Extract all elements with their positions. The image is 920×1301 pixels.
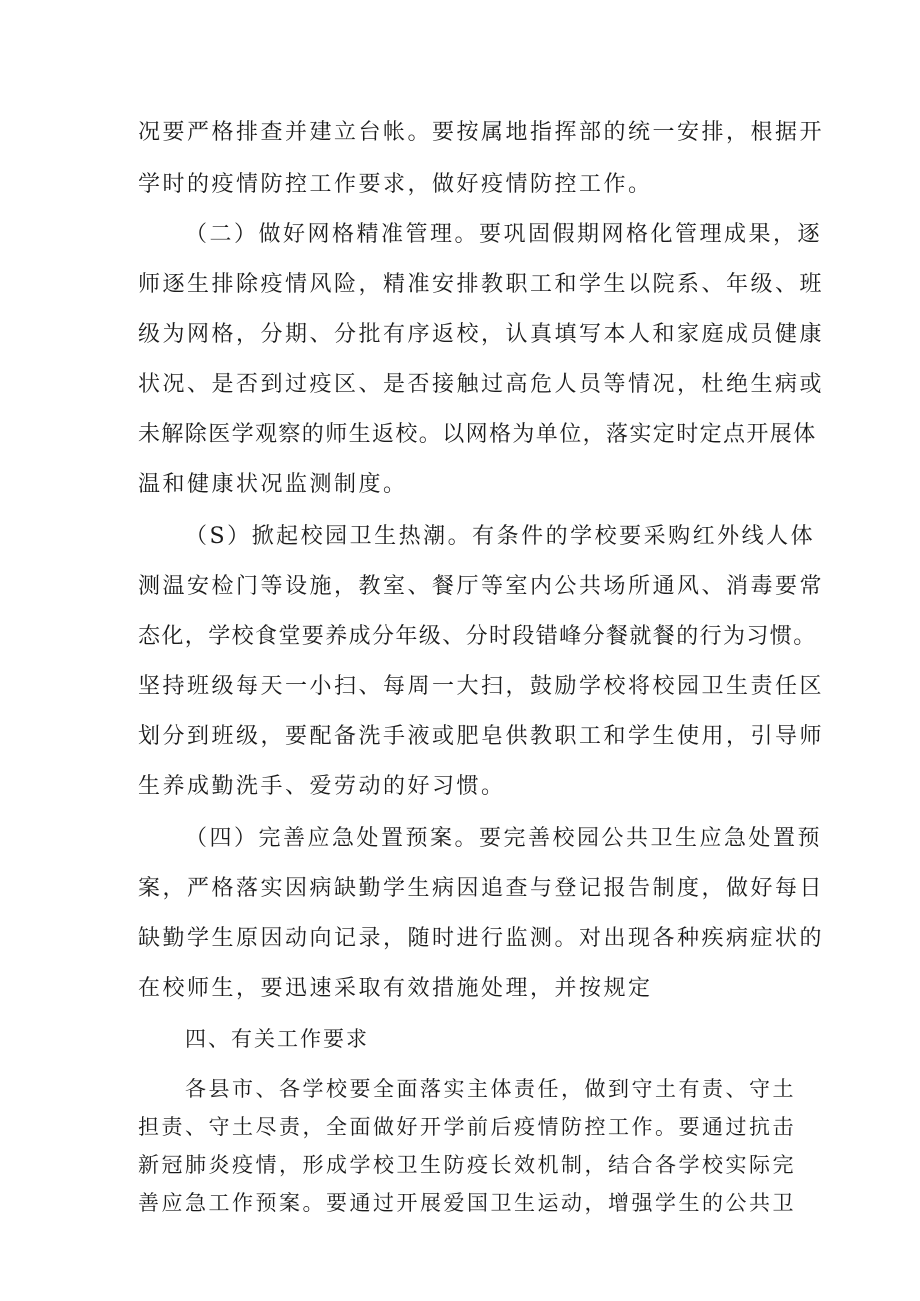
paragraph-3-line-3: 态化，学校食堂要养成分年级、分时段错峰分餐就餐的行为习惯。	[138, 624, 817, 649]
paragraph-3-line-2: 测温安检门等设施，教室、餐厅等室内公共场所通风、消毒要常	[138, 574, 825, 599]
paragraph-3-line-4: 坚持班级每天一小扫、每周一大扫，鼓励学校将校园卫生责任区	[138, 674, 825, 699]
paragraph-5-line-1: 各县市、各学校要全面落实主体责任，做到守土有责、守土	[185, 1077, 796, 1101]
paragraph-5-line-3: 新冠肺炎疫情，形成学校卫生防疫长效机制，结合各学校实际完	[138, 1153, 796, 1177]
paragraph-2-line-5: 未解除医学观察的师生返校。以网格为单位，落实定时定点开展体	[138, 422, 817, 447]
paragraph-2-line-4: 状况、是否到过疫区、是否接触过高危人员等情况，杜绝生病或	[138, 372, 825, 397]
paragraph-2-line-1: （二）做好网格精准管理。要巩固假期网格化管理成果，逐	[185, 222, 823, 247]
paragraph-3-line-1: （S）掀起校园卫生热潮。有条件的学校要采购红外线人体	[185, 524, 816, 549]
paragraph-4-line-3: 缺勤学生原因动向记录，随时进行监测。对出现各种疾病症状的	[138, 926, 825, 951]
paragraph-1-line-2: 学时的疫情防控工作要求，做好疫情防控工作。	[138, 172, 653, 197]
paragraph-2-line-6: 温和健康状况监测制度。	[138, 472, 408, 497]
paragraph-5-line-4: 善应急工作预案。要通过开展爱国卫生运动，增强学生的公共卫	[138, 1191, 796, 1215]
paragraph-2-line-3: 级为网格，分期、分批有序返校，认真填写本人和家庭成员健康	[138, 322, 825, 347]
paragraph-3-line-5: 划分到班级，要配备洗手液或肥皂供教职工和学生使用，引导师	[138, 724, 825, 749]
paragraph-4-line-1: （四）完善应急处置预案。要完善校园公共卫生应急处置预	[185, 826, 823, 851]
paragraph-2-line-2: 师逐生排除疫情风险，精准安排教职工和学生以院系、年级、班	[138, 272, 825, 297]
section-heading: 四、有关工作要求	[185, 1027, 369, 1051]
paragraph-4-line-2: 案，严格落实因病缺勤学生病因追查与登记报告制度，做好每日	[138, 876, 825, 901]
paragraph-5-line-2: 担责、守土尽责，全面做好开学前后疫情防控工作。要通过抗击	[138, 1115, 796, 1139]
paragraph-1-line-1: 况要严格排查并建立台帐。要按属地指挥部的统一安排，根据开	[138, 120, 825, 145]
paragraph-4-line-4: 在校师生，要迅速采取有效措施处理，并按规定	[138, 976, 653, 1001]
paragraph-3-line-6: 生养成勤洗手、爱劳动的好习惯。	[138, 774, 506, 799]
